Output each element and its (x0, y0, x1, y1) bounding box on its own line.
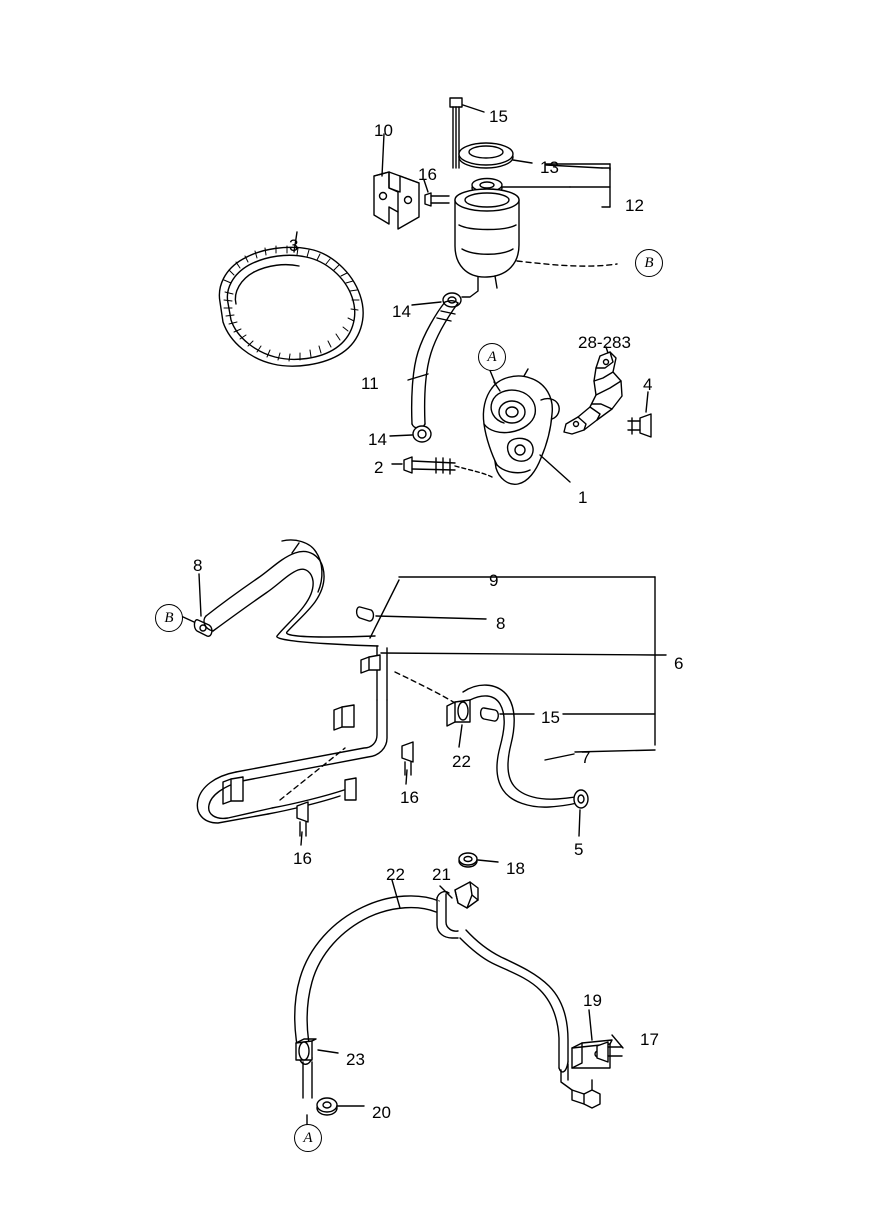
callout-15-lower: 15 (541, 708, 560, 727)
callout-28-283: 28-283 (578, 333, 631, 352)
callout-14-lower: 14 (368, 430, 387, 449)
part-10-bracket (374, 172, 419, 229)
callout-20: 20 (372, 1103, 391, 1122)
callout-16-lower: 16 (293, 849, 312, 868)
part-22-pipe-right (460, 930, 600, 1108)
part-28-283-bracket (564, 352, 622, 434)
part-20-nut (317, 1098, 337, 1115)
callout-13: 13 (540, 158, 559, 177)
callout-17: 17 (640, 1030, 659, 1049)
callout-21: 21 (432, 865, 451, 884)
callout-16: 16 (418, 165, 437, 184)
callout-12: 12 (625, 196, 644, 215)
part-13-reservoir-cap (459, 143, 513, 168)
part-8-clamp-left (194, 620, 211, 637)
part-22-connector-mid (447, 700, 470, 726)
callout-8-mid: 8 (496, 614, 506, 633)
callout-5: 5 (574, 840, 584, 859)
part-16-bolt-mid-b (297, 802, 308, 836)
part-14-oring-lower (413, 426, 431, 442)
part-18-nut (459, 853, 477, 867)
part-16-bolt-top (425, 193, 449, 206)
callout-9: 9 (489, 571, 499, 590)
part-7-hose (463, 685, 583, 807)
callout-3: 3 (289, 236, 299, 255)
part-3-drive-belt (219, 246, 363, 366)
part-5-oring (574, 790, 588, 808)
callout-7: 7 (581, 748, 591, 767)
callout-15: 15 (489, 107, 508, 126)
part-23-fitting (296, 1039, 316, 1060)
part-1-power-steering-pump (483, 369, 559, 484)
callout-22-mid: 22 (452, 752, 471, 771)
part-21-fitting (437, 882, 478, 938)
callout-4: 4 (643, 375, 653, 394)
part-14-oring-upper (443, 293, 461, 307)
callout-16-mid: 16 (400, 788, 419, 807)
reference-label-a-pump: A (478, 343, 506, 371)
part-9-return-hose (204, 540, 378, 646)
callout-22-bottom: 22 (386, 865, 405, 884)
callout-14-upper: 14 (392, 302, 411, 321)
callout-18: 18 (506, 859, 525, 878)
callout-10: 10 (374, 121, 393, 140)
part-12-reservoir (455, 189, 519, 297)
part-2-bolt (404, 457, 455, 474)
callout-19: 19 (583, 991, 602, 1010)
callout-11: 11 (361, 374, 379, 393)
part-6-pipe-assembly (197, 646, 387, 823)
part-8-clamp-mid (357, 607, 374, 621)
reference-label-b-hose: B (155, 604, 183, 632)
reference-label-b-top: B (635, 249, 663, 277)
part-15-clamp-hose7 (481, 708, 499, 721)
callout-2: 2 (374, 458, 384, 477)
callout-6: 6 (674, 654, 684, 673)
callout-23: 23 (346, 1050, 365, 1069)
callout-1: 1 (578, 488, 588, 507)
part-4-bolt (628, 414, 651, 437)
callout-8-left: 8 (193, 556, 203, 575)
reference-label-a-bottom: A (294, 1124, 322, 1152)
part-11-hose (412, 301, 458, 429)
